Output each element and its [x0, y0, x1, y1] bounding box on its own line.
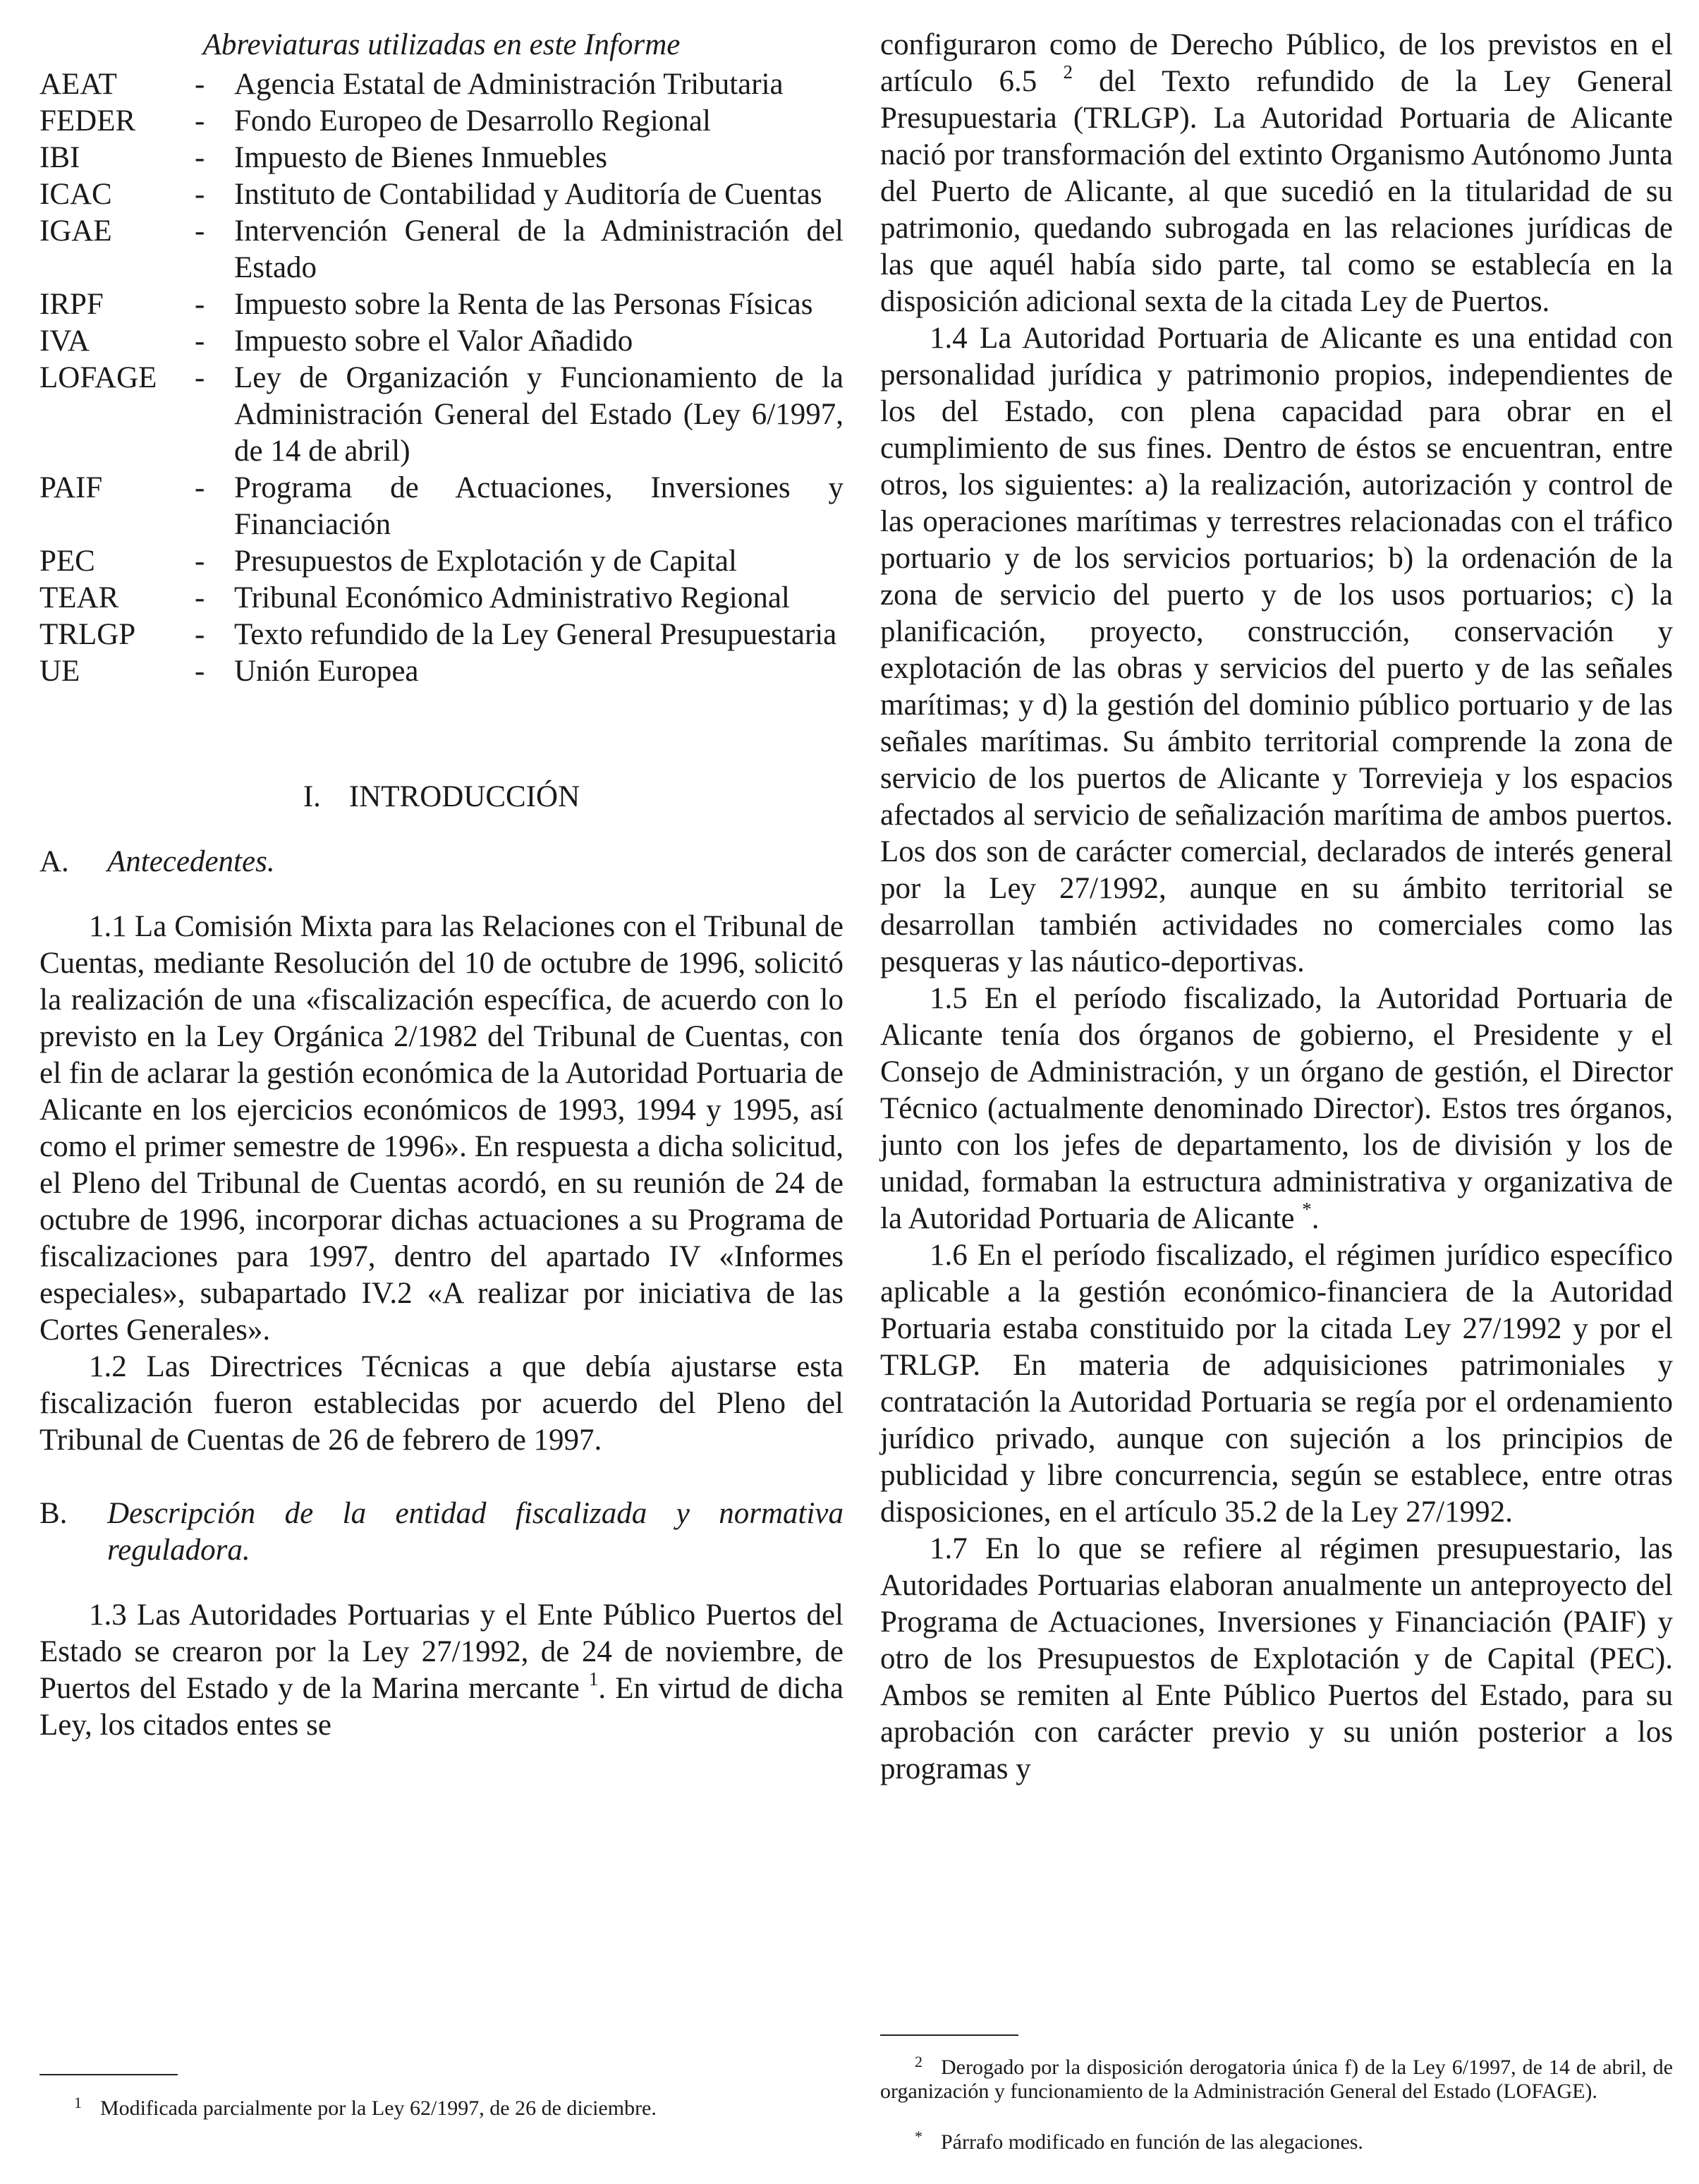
abbreviation-code: UE: [39, 655, 80, 688]
abbreviation-code: PAIF: [39, 471, 103, 504]
abbreviation-row: [39, 66, 844, 103]
paragraph-1-5-text: 1.5 En el período fiscalizado, la Autoridad Portuaria de Alicante tenía dos órganos de gobierno, el Presidente y el Consejo de Administración, y un órgano de gestión, el Director Técnico (actualmente denominado Director). Estos tres órganos, junto con los jefes de departamento, los de división y los de unidad, formaban la estructura administrativa y organizativa de la Autoridad Portuaria de Alicante: [880, 982, 1673, 1235]
abbreviation-row: [39, 617, 844, 653]
subsection-a-heading: [39, 844, 844, 880]
abbreviation-dash: -: [195, 324, 205, 358]
paragraph-1-5-text-end: .: [1311, 1202, 1320, 1235]
abbreviation-definition: Agencia Estatal de Administración Tributaria: [234, 68, 784, 101]
abbreviation-definition: Impuesto de Bienes Inmuebles: [234, 141, 608, 174]
subsection-b-heading: [39, 1496, 844, 1569]
footnote-asterisk: [880, 2125, 1673, 2154]
abbreviation-code: PEC: [39, 545, 95, 578]
abbreviation-row: [39, 103, 844, 140]
paragraph-1-3: [39, 1597, 844, 1744]
paragraph-1-1: 1.1 La Comisión Mixta para las Relaciones con el Tribunal de Cuentas, mediante Resolución del 10 de octubre de 1996, solicitó la realización de una «fiscalización específica, de acuerdo con lo previsto en la Ley Orgánica 2/1982 del Tribunal de Cuentas, con el fin de aclarar la gestión económica de la Autoridad Portuaria de Alicante en los ejercicios económicos de 1993, 1994 y 1995, así como el primer semestre de 1996». En respuesta a dicha solicitud, el Pleno del Tribunal de Cuentas acordó, en su reunión de 24 de octubre de 1996, incorporar dichas actuaciones a su Programa de fiscalizaciones para 1997, dentro del apartado IV «Informes especiales», subapartado IV.2 «A realizar por iniciativa de las Cortes Generales».: [39, 910, 844, 1347]
right-column: [880, 27, 1673, 1788]
abbreviation-row: [39, 543, 844, 580]
abbreviation-row: [39, 653, 844, 690]
abbreviation-definition: Impuesto sobre la Renta de las Personas Físicas: [234, 288, 813, 321]
abbreviation-dash: -: [195, 288, 205, 321]
abbreviation-code: LOFAGE: [39, 361, 157, 394]
abbreviation-row: [39, 286, 844, 323]
abbreviation-definition: Programa de Actuaciones, Inversiones y Financiación: [234, 471, 844, 541]
footnote-2-mark: 2: [915, 2053, 922, 2070]
paragraph-1-3-continued-end: del Texto refundido de la Ley General Presupuestaria (TRLGP). La Autoridad Portuaria de Alicante nació por transformación del extinto Organismo Autónomo Junta del Puerto de Alicante, al que sucedió en la titularidad de su patrimonio, quedando subrogada en las relaciones jurídicas de las que aquél había sido parte, tal como se establecía en la disposición adicional sexta de la citada Ley de Puertos.: [880, 65, 1673, 318]
abbreviation-definition: Intervención General de la Administración del Estado: [234, 214, 844, 284]
footnote-asterisk-text: Párrafo modificado en función de las alegaciones.: [941, 2130, 1363, 2154]
footnote-2: [880, 2050, 1673, 2104]
abbreviation-definition: Instituto de Contabilidad y Auditoría de Cuentas: [234, 178, 822, 211]
section-title: INTRODUCCIÓN: [348, 780, 580, 813]
abbreviation-row: [39, 176, 844, 213]
abbreviation-dash: -: [195, 141, 205, 174]
footnote-ref-asterisk: *: [1302, 1199, 1312, 1220]
abbreviation-definition: Impuesto sobre el Valor Añadido: [234, 324, 633, 358]
abbreviation-dash: -: [195, 581, 205, 614]
subsection-b-letter: B.: [39, 1497, 68, 1530]
paragraph-1-6: 1.6 En el período fiscalizado, el régimen jurídico específico aplicable a la gestión económico-financiera de la Autoridad Portuaria estaba constituido por la citada Ley 27/1992 y por el TRLGP. En materia de adquisiciones patrimoniales y contratación la Autoridad Portuaria se regía por el ordenamiento jurídico privado, aunque con sujeción a los principios de publicidad y libre concurrencia, según se establece, entre otras disposiciones, en el artículo 35.2 de la Ley 27/1992.: [880, 1239, 1673, 1529]
abbreviation-definition: Texto refundido de la Ley General Presupuestaria: [234, 618, 837, 651]
abbreviation-dash: -: [195, 68, 205, 101]
abbreviation-code: TEAR: [39, 581, 119, 614]
abbreviation-dash: -: [195, 618, 205, 651]
abbreviations-list: [39, 66, 844, 690]
abbreviation-definition: Presupuestos de Explotación y de Capital: [234, 545, 737, 578]
abbreviation-row: [39, 140, 844, 176]
paragraph-1-3-continued-text: configuraron como de Derecho Público, de los previstos en el artículo 6.5: [880, 28, 1673, 98]
abbreviation-row: [39, 213, 844, 286]
footnote-1-text: Modificada parcialmente por la Ley 62/1997, de 26 de diciembre.: [100, 2097, 657, 2120]
paragraph-1-3-continued: [880, 27, 1673, 320]
footnote-ref-1: 1: [588, 1668, 599, 1689]
abbreviation-dash: -: [195, 104, 205, 138]
paragraph-1-5: [880, 981, 1673, 1237]
abbreviation-code: AEAT: [39, 68, 117, 101]
footnote-separator-left: [39, 2074, 178, 2075]
subsection-a-letter: A.: [39, 845, 69, 878]
abbreviation-dash: -: [195, 655, 205, 688]
subsection-b-title: Descripción de la entidad fiscalizada y normativa reguladora.: [107, 1497, 844, 1567]
abbreviation-definition: Unión Europea: [234, 655, 419, 688]
abbreviation-dash: -: [195, 471, 205, 504]
abbreviation-code: ICAC: [39, 178, 112, 211]
footnote-1-mark: 1: [74, 2094, 82, 2111]
abbreviation-definition: Ley de Organización y Funcionamiento de la Administración General del Estado (Ley 6/1997, de 14 de abril): [234, 361, 844, 468]
abbreviation-definition: Fondo Europeo de Desarrollo Regional: [234, 104, 711, 138]
paragraph-1-7: 1.7 En lo que se refiere al régimen presupuestario, las Autoridades Portuarias elaboran anualmente un anteproyecto del Programa de Actuaciones, Inversiones y Financiación (PAIF) y otro de los Presupuestos de Explotación y de Capital (PEC). Ambos se remiten al Ente Público Puertos del Estado, para su aprobación con carácter previo y su unión posterior a los programas y: [880, 1532, 1673, 1785]
footnote-asterisk-mark: *: [915, 2128, 922, 2145]
abbreviation-row: [39, 470, 844, 543]
abbreviation-dash: -: [195, 178, 205, 211]
abbreviation-code: IRPF: [39, 288, 104, 321]
abbreviation-definition: Tribunal Económico Administrativo Regional: [234, 581, 790, 614]
paragraph-1-3-text-end: . En virtud de dicha Ley, los citados entes se: [39, 1672, 844, 1742]
abbreviations-title: Abreviaturas utilizadas en este Informe: [202, 28, 681, 61]
paragraph-1-2: 1.2 Las Directrices Técnicas a que debía ajustarse esta fiscalización fueron establecidas por acuerdo del Pleno del Tribunal de Cuentas de 26 de febrero de 1997.: [39, 1350, 844, 1457]
abbreviation-dash: -: [195, 361, 205, 394]
section-heading: [39, 779, 844, 815]
abbreviation-row: [39, 323, 844, 360]
abbreviation-row: [39, 360, 844, 470]
section-number: I.: [303, 780, 321, 813]
footnote-2-text: Derogado por la disposición derogatoria única f) de la Ley 6/1997, de 14 de abril, de organización y funcionamiento de la Administración General del Estado (LOFAGE).: [880, 2056, 1673, 2103]
footnote-ref-2: 2: [1063, 61, 1073, 83]
abbreviation-dash: -: [195, 214, 205, 248]
footnote-separator-right: [880, 2034, 1018, 2036]
subsection-a-title: Antecedentes.: [107, 845, 275, 878]
abbreviation-code: FEDER: [39, 104, 136, 138]
abbreviation-code: IGAE: [39, 214, 112, 248]
abbreviation-code: IVA: [39, 324, 90, 358]
abbreviation-dash: -: [195, 545, 205, 578]
abbreviation-row: [39, 580, 844, 617]
left-column: [39, 21, 844, 1744]
footnote-1: [39, 2091, 844, 2121]
abbreviation-code: TRLGP: [39, 618, 136, 651]
paragraph-1-4: 1.4 La Autoridad Portuaria de Alicante es una entidad con personalidad jurídica y patrimonio propios, independientes de los del Estado, con plena capacidad para obrar en el cumplimiento de sus fines. Dentro de éstos se encuentran, entre otros, los siguientes: a) la realización, autorización y control de las operaciones marítimas y terrestres relacionadas con el tráfico portuario y de los servicios portuarios; b) la ordenación de la zona de servicio del puerto y de los usos portuarios; c) la planificación, proyecto, construcción, conservación y explotación de las obras y servicios del puerto y de las señales marítimas; y d) la gestión del dominio público portuario y de las señales marítimas. Su ámbito territorial comprende la zona de servicio de los puertos de Alicante y Torrevieja y los espacios afectados al servicio de señalización marítima de ambos puertos. Los dos son de carácter comercial, declarados de interés general por la Ley 27/1992, aunque en su ámbito territorial se desarrollan también actividades no comerciales como las pesqueras y las náutico-deportivas.: [880, 322, 1673, 978]
paragraph-1-3-text: 1.3 Las Autoridades Portuarias y el Ente Público Puertos del Estado se crearon por la Ley 27/1992, de 24 de noviembre, de Puertos del Estado y de la Marina mercante: [39, 1598, 844, 1705]
abbreviation-code: IBI: [39, 141, 80, 174]
